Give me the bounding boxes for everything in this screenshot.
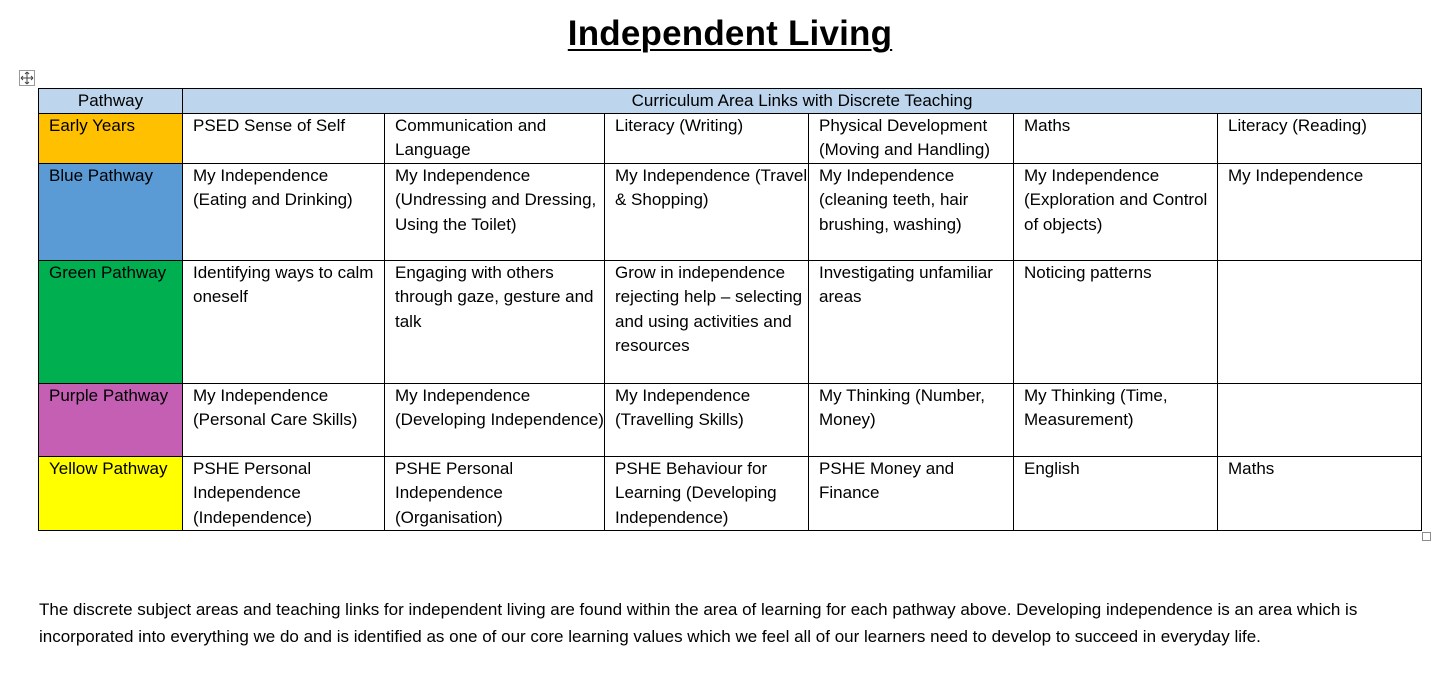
header-pathway[interactable]: Pathway <box>39 89 183 114</box>
pathway-label: Early Years <box>49 116 135 135</box>
table-cell[interactable]: My Independence (cleaning teeth, hair brushing, washing) <box>809 164 1014 261</box>
pathway-label: Yellow Pathway <box>49 459 168 478</box>
table-cell[interactable]: Identifying ways to calm oneself <box>183 261 385 384</box>
table-row-green-pathway <box>39 261 1422 384</box>
table-cell[interactable] <box>1218 384 1422 457</box>
table-cell[interactable]: My Independence (Exploration and Control of objects) <box>1014 164 1218 261</box>
table-row-purple-pathway <box>39 384 1422 457</box>
curriculum-table <box>38 88 1422 531</box>
table-cell[interactable]: Physical Development (Moving and Handling) <box>809 114 1014 164</box>
header-curriculum[interactable]: Curriculum Area Links with Discrete Teaching <box>183 89 1422 114</box>
table-cell[interactable]: My Independence (Travel & Shopping) <box>605 164 809 261</box>
table-row-early-years <box>39 114 1422 164</box>
table-cell[interactable]: Engaging with others through gaze, gesture and talk <box>385 261 605 384</box>
table-resize-handle[interactable] <box>1422 532 1431 541</box>
table-cell[interactable]: PSHE Personal Independence (Independence) <box>183 457 385 531</box>
pathway-label: Purple Pathway <box>49 386 169 405</box>
table-cell[interactable]: My Thinking (Number, Money) <box>809 384 1014 457</box>
table-row-yellow-pathway <box>39 457 1422 531</box>
table-cell[interactable]: Maths <box>1014 114 1218 164</box>
pathway-cell[interactable] <box>39 164 183 261</box>
table-cell[interactable]: My Independence (Developing Independence) <box>385 384 605 457</box>
pathway-cell[interactable] <box>39 457 183 531</box>
table-cell[interactable]: PSHE Money and Finance <box>809 457 1014 531</box>
table-cell[interactable]: My Thinking (Time, Measurement) <box>1014 384 1218 457</box>
table-move-handle-icon[interactable] <box>19 70 35 86</box>
pathway-cell[interactable] <box>39 261 183 384</box>
table-cell[interactable]: Literacy (Writing) <box>605 114 809 164</box>
table-cell[interactable]: Maths <box>1218 457 1422 531</box>
table-cell[interactable]: English <box>1014 457 1218 531</box>
table-cell[interactable]: My Independence (Travelling Skills) <box>605 384 809 457</box>
body-paragraph: The discrete subject areas and teaching links for independent living are found within the area of learning for each pathway above. Developing independence is an area which is incorporated into everything we do and is identified as one of our core learning values which we feel all of our learners need to develop to succeed in everyday life. <box>39 600 1358 646</box>
table-cell[interactable]: PSED Sense of Self <box>183 114 385 164</box>
table-header-row <box>39 89 1422 114</box>
document-title: Independent Living <box>567 14 893 53</box>
pathway-cell[interactable] <box>39 384 183 457</box>
table-cell[interactable]: Grow in independence rejecting help – selecting and using activities and resources <box>605 261 809 384</box>
table-cell[interactable]: Investigating unfamiliar areas <box>809 261 1014 384</box>
table-row-blue-pathway <box>39 164 1422 261</box>
pathway-label: Blue Pathway <box>49 166 153 185</box>
table-cell[interactable]: My Independence <box>1218 164 1422 261</box>
table-cell[interactable]: Noticing patterns <box>1014 261 1218 384</box>
table-cell[interactable] <box>1218 261 1422 384</box>
table-cell[interactable]: PSHE Personal Independence (Organisation) <box>385 457 605 531</box>
table-cell[interactable]: My Independence (Undressing and Dressing, Using the Toilet) <box>385 164 605 261</box>
table-cell[interactable]: Literacy (Reading) <box>1218 114 1422 164</box>
table-cell[interactable]: Communication and Language <box>385 114 605 164</box>
table-cell[interactable]: My Independence (Personal Care Skills) <box>183 384 385 457</box>
pathway-label: Green Pathway <box>49 263 167 282</box>
pathway-cell[interactable] <box>39 114 183 164</box>
table-cell[interactable]: My Independence (Eating and Drinking) <box>183 164 385 261</box>
table-cell[interactable]: PSHE Behaviour for Learning (Developing Independence) <box>605 457 809 531</box>
